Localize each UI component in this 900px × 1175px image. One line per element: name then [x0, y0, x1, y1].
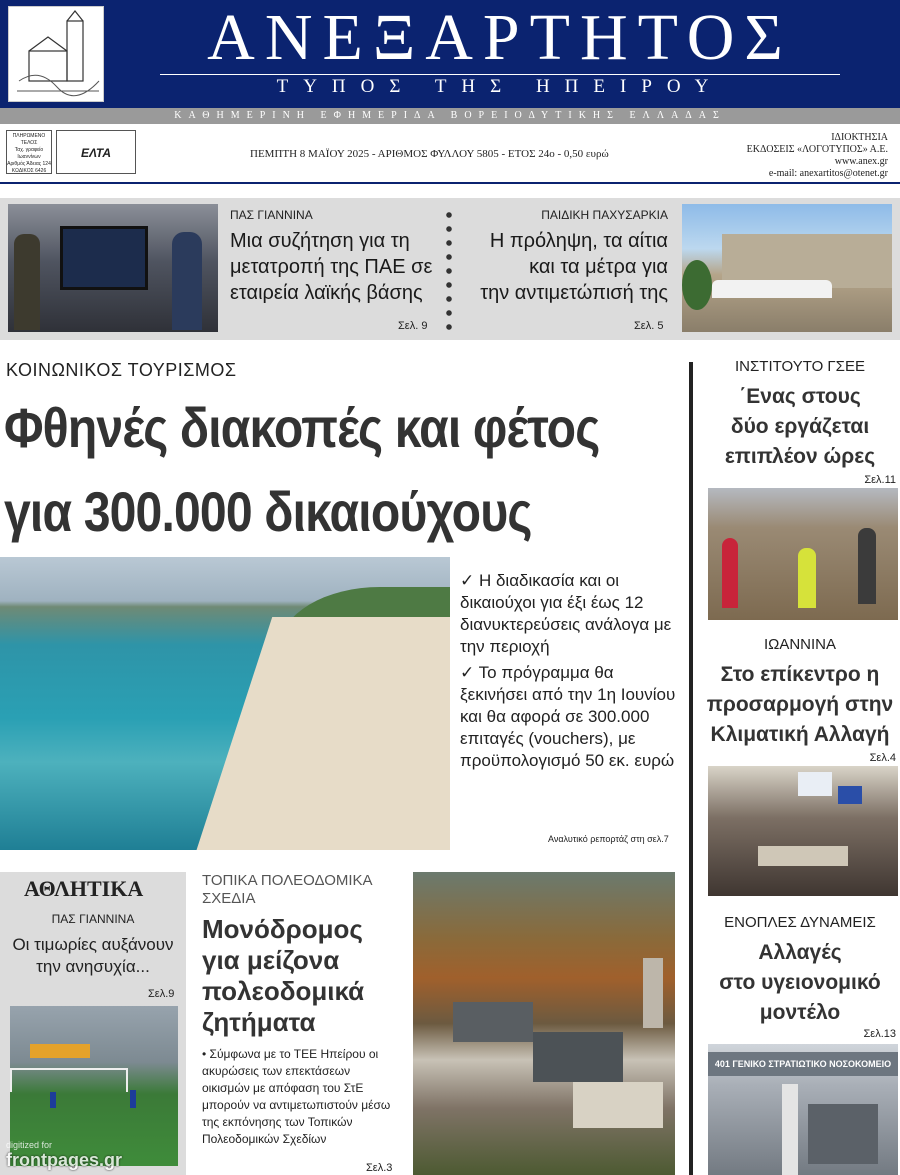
headline-line: για 300.000 δικαιούχους — [4, 480, 532, 543]
report-reference: Αναλυτικό ρεπορτάζ στη σελ.7 — [548, 834, 669, 844]
tagline-bar: ΚΑΘΗΜΕΡΙΝΗ ΕΦΗΜΕΡΙΔΑ ΒΟΡΕΙΟΔΥΤΙΚΗΣ ΕΛΛΑΔΑΣ — [0, 108, 900, 124]
headline-line: μοντέλο — [759, 1001, 841, 1024]
postal-line: ΚΩΔΙΚΟΣ 6426 — [11, 168, 47, 174]
hospital-photo[interactable] — [708, 1044, 898, 1175]
elta-logo: ΕΛΤΑ — [56, 130, 136, 174]
teaser-left-kicker: ΠΑΣ ΓΙΑΝΝΙΝΑ — [230, 208, 313, 222]
right-story-2-headline[interactable] — [700, 660, 900, 750]
meeting-photo[interactable] — [708, 766, 898, 896]
masthead — [0, 0, 900, 108]
hospital-sign: 401 ΓΕΝΙΚΟ ΣΤΡΑΤΙΩΤΙΚΟ ΝΟΣΟΚΟΜΕΙΟ — [708, 1052, 898, 1076]
headline-line: Μονόδρομος — [202, 914, 363, 944]
headline-line: στο υγειονομικό — [719, 971, 881, 994]
planning-headline[interactable] — [202, 914, 364, 1038]
sand-shape — [188, 617, 450, 850]
headline-line: την ανησυχία... — [36, 957, 150, 976]
village-photo[interactable] — [413, 872, 675, 1175]
right-story-2-page: Σελ.4 — [869, 752, 896, 764]
headline-line: Αλλαγές — [758, 941, 842, 964]
headline-line: για μείζονα — [202, 945, 340, 975]
headline-line: Η πρόληψη, τα αίτια — [489, 230, 668, 252]
right-story-1-page: Σελ.11 — [864, 474, 896, 486]
teaser-photo-press-conference[interactable] — [8, 204, 218, 332]
planning-kicker — [202, 872, 373, 908]
headline-line: μετατροπή της ΠΑΕ σε — [230, 256, 433, 278]
headline-line: την αντιμετώπισή της — [480, 282, 668, 304]
right-story-1-kicker: ΙΝΣΤΙΤΟΥΤΟ ΓΣΕΕ — [735, 358, 865, 375]
main-kicker: ΚΟΙΝΩΝΙΚΟΣ ΤΟΥΡΙΣΜΟΣ — [6, 360, 237, 380]
watermark-small: digitized for — [6, 1140, 53, 1150]
postal-line: ΠΛΗΡΩΜΕΝΟ ΤΕΛΟΣ — [12, 133, 46, 146]
title-rule — [160, 74, 840, 75]
teaser-left-page: Σελ. 9 — [398, 320, 428, 332]
headline-line: και τα μέτρα για — [529, 256, 668, 278]
church-logo — [8, 6, 104, 102]
headline-line: προσαρμογή στην — [706, 693, 894, 716]
headline-line: εταιρεία λαϊκής βάσης — [230, 282, 423, 304]
headline-line: Κλιματική Αλλαγή — [710, 723, 890, 746]
planning-page: Σελ.3 — [366, 1162, 393, 1174]
postal-line: Αριθμός Άδειας 124 — [7, 161, 51, 167]
frontpages-watermark: frontpages.gr — [6, 1150, 123, 1170]
headline-line: Μια συζήτηση για τη — [230, 230, 410, 252]
headline-line: Στο επίκεντρο η — [720, 663, 880, 686]
issue-date-line: ΠΕΜΠΤΗ 8 ΜΑΪΟΥ 2025 - ΑΡΙΘΜΟΣ ΦΥΛΛΟΥ 5805 - ΕΤΟΣ 24ο - 0,50 ευρώ — [250, 148, 609, 160]
email-link[interactable]: e-mail: anexartitos@otenet.gr — [768, 168, 888, 179]
headline-line: ζητήματα — [202, 1007, 316, 1037]
teaser-left-headline[interactable] — [230, 228, 432, 306]
ownership-info — [747, 132, 888, 180]
headline-line: δύο εργάζεται — [730, 415, 870, 438]
headline-line: πολεοδομικά — [202, 976, 365, 1006]
church-drawing-icon — [9, 7, 105, 103]
sports-kicker: ΠΑΣ ΓΙΑΝΝΙΝΑ — [51, 912, 135, 926]
newspaper-title: ΑΝΕΞΑΡΤΗΤΟΣ — [207, 1, 793, 74]
teaser-right-page: Σελ. 5 — [634, 320, 664, 332]
sports-headline[interactable] — [0, 934, 186, 978]
sports-page: Σελ.9 — [148, 988, 175, 1000]
kicker-line: ΣΧΕΔΙΑ — [202, 890, 256, 907]
postal-line: Ταχ. γραφείο Ιωαννίνων — [14, 147, 44, 160]
teaser-right-headline[interactable] — [480, 228, 668, 306]
right-story-3-headline[interactable] — [700, 938, 900, 1028]
owner-name: ΕΚΔΟΣΕΙΣ «ΛΟΓΟΤΥΠΟΣ» Α.Ε. — [746, 144, 888, 155]
main-bullets — [460, 570, 680, 776]
right-story-2-kicker: ΙΩΑΝΝΙΝΑ — [763, 636, 837, 653]
headline-line: Οι τιμωρίες αυξάνουν — [12, 935, 174, 954]
website-link[interactable]: www.anex.gr — [834, 156, 888, 167]
main-headline[interactable] — [4, 386, 683, 554]
postal-stamp — [6, 130, 52, 174]
column-divider — [689, 362, 693, 1175]
right-story-3-page: Σελ.13 — [863, 1028, 896, 1040]
headline-line: Φθηνές διακοπές και φέτος — [4, 396, 600, 459]
owner-label: ΙΔΙΟΚΤΗΣΙΑ — [831, 132, 888, 143]
bullet-item: ✓ Η διαδικασία και οι δικαιούχοι για έξι έως 12 διανυκτερεύσεις ανάλογα με την περιοχή — [460, 571, 672, 656]
teaser-strip — [0, 198, 900, 340]
kicker-line: ΤΟΠΙΚΑ ΠΟΛΕΟΔΟΜΙΚΑ — [202, 872, 373, 889]
teaser-right-kicker: ΠΑΙΔΙΚΗ ΠΑΧΥΣΑΡΚΙΑ — [541, 208, 668, 222]
beach-photo[interactable] — [0, 557, 450, 850]
dotted-divider — [446, 208, 452, 332]
right-story-1-headline[interactable] — [700, 382, 900, 472]
headline-line: επιπλέον ώρες — [724, 445, 876, 468]
right-story-3-kicker: ΕΝΟΠΛΕΣ ΔΥΝΑΜΕΙΣ — [724, 914, 876, 931]
teaser-photo-castle[interactable] — [682, 204, 892, 332]
planning-body: • Σύμφωνα με το ΤΕΕ Ηπείρου οι ακυρώσεις των επεκτάσεων οικισμών με απόφαση του ΣτΕ μπορούν να αντιμετωπιστούν μέσω της εκπόνησης των Τοπικών Πολεοδομικών Σχεδίων — [202, 1047, 391, 1146]
sports-section-title: ΑΘΛΗΤΙΚΑ — [24, 876, 144, 901]
headline-line: ΄Ενας στους — [739, 385, 861, 408]
workers-photo[interactable] — [708, 488, 898, 620]
bullet-item: ✓ Το πρόγραμμα θα ξεκινήσει από την 1η Ιουνίου και θα αφορά σε 300.000 επιταγές (vouchers), με προϋπολογισμό 50 εκ. ευρώ — [460, 663, 676, 770]
newspaper-subtitle: ΤΥΠΟΣ ΤΗΣ ΗΠΕΙΡΟΥ — [276, 76, 724, 97]
info-bar — [0, 124, 900, 184]
